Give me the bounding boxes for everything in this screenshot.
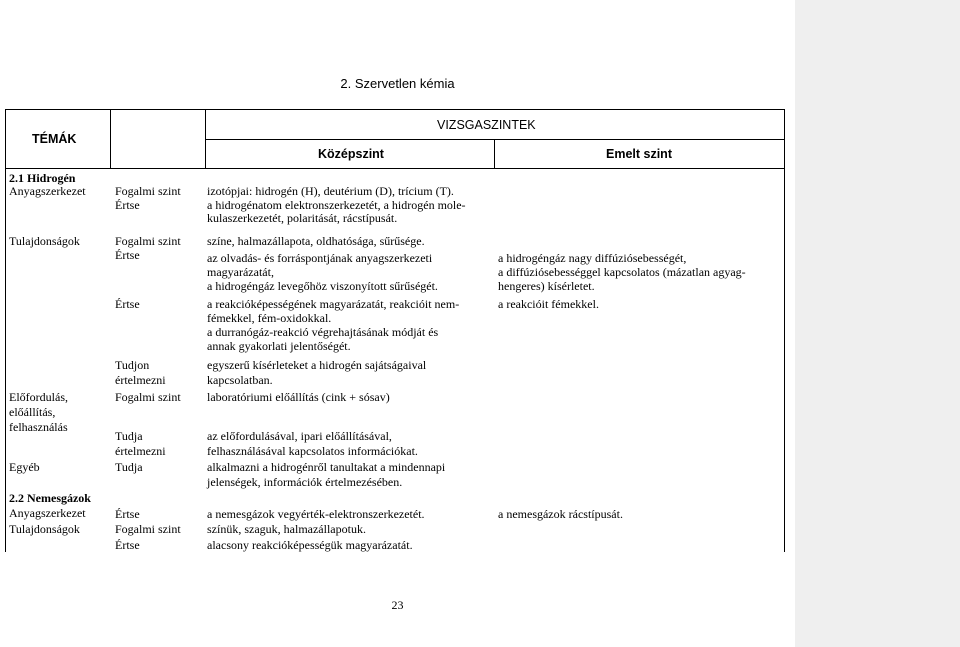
header-kozepszint: Középszint bbox=[318, 147, 384, 161]
level-label: Fogalmi szint bbox=[115, 390, 181, 404]
kozep-text: alkalmazni a hidrogénről tanultakat a mindennapi bbox=[207, 460, 446, 474]
kozep-text: kulaszerkezetét, polaritását, rácstípusát. bbox=[207, 211, 398, 225]
emelt-text: a hidrogéngáz nagy diffúziósebességét, bbox=[498, 251, 687, 265]
level-label: Fogalmi szint bbox=[115, 522, 181, 536]
emelt-text: a diffúziósebességgel kapcsolatos (mázatlan agyag- bbox=[498, 265, 746, 279]
page-number: 23 bbox=[391, 598, 404, 612]
kozep-text: kapcsolatban. bbox=[207, 373, 273, 387]
topic-label: Anyagszerkezet bbox=[9, 184, 86, 198]
kozep-text: laboratóriumi előállítás (cink + sósav) bbox=[207, 390, 390, 404]
kozep-text: a reakcióképességének magyarázatát, reakcióit nem- bbox=[207, 297, 460, 311]
level-label: értelmezni bbox=[115, 444, 166, 458]
level-label: Fogalmi szint bbox=[115, 184, 181, 198]
level-label: értelmezni bbox=[115, 373, 166, 387]
level-label: Tudja bbox=[115, 460, 143, 474]
comment-margin bbox=[795, 0, 960, 647]
kozep-text: színük, szaguk, halmazállapotuk. bbox=[207, 522, 366, 536]
kozep-text: színe, halmazállapota, oldhatósága, sűrűsége. bbox=[207, 234, 425, 248]
header-vizsgaszintek: VIZSGASZINTEK bbox=[437, 118, 536, 132]
topic-label: Tulajdonságok bbox=[9, 522, 80, 536]
emelt-text: hengeres) kísérletet. bbox=[498, 279, 595, 293]
level-label: Értse bbox=[115, 198, 140, 212]
kozep-text: az olvadás- és forráspontjának anyagszerkezeti bbox=[207, 251, 433, 265]
kozep-emelt-divider bbox=[494, 139, 495, 169]
emelt-text: a nemesgázok rácstípusát. bbox=[498, 507, 623, 521]
temak-divider bbox=[110, 109, 111, 169]
section-title: 2.1 Hidrogén bbox=[9, 171, 76, 185]
level-label: Tudjon bbox=[115, 358, 150, 372]
level-label: Értse bbox=[115, 538, 140, 552]
level-label: Tudja bbox=[115, 429, 143, 443]
kozep-text: a hidrogénatom elektronszerkezetét, a hidrogén mole- bbox=[207, 198, 466, 212]
temak-right-divider bbox=[205, 109, 206, 169]
kozep-text: a hidrogéngáz levegőhöz viszonyított sűrűségét. bbox=[207, 279, 438, 293]
level-label: Értse bbox=[115, 248, 140, 262]
kozep-text: az előfordulásával, ipari előállításával, bbox=[207, 429, 392, 443]
kozep-text: jelenségek, információk értelmezésében. bbox=[207, 475, 403, 489]
header-temak: TÉMÁK bbox=[32, 132, 77, 146]
topic-label: Előfordulás, bbox=[9, 390, 68, 404]
topic-label: előállítás, bbox=[9, 405, 56, 419]
header-emelt-szint: Emelt szint bbox=[606, 147, 672, 161]
topic-label: Egyéb bbox=[9, 460, 40, 474]
topic-label: Anyagszerkezet bbox=[9, 506, 86, 520]
kozep-text: annak gyakorlati jelentőségét. bbox=[207, 339, 351, 353]
level-label: Fogalmi szint bbox=[115, 234, 181, 248]
section-title: 2.2 Nemesgázok bbox=[9, 491, 91, 505]
table-left-border bbox=[5, 109, 6, 552]
chapter-title: 2. Szervetlen kémia bbox=[340, 76, 455, 91]
kozep-text: a durranógáz-reakció végrehajtásának módját és bbox=[207, 325, 439, 339]
kozep-text: egyszerű kísérleteket a hidrogén sajátságaival bbox=[207, 358, 427, 372]
vizsgaszintek-divider bbox=[205, 139, 785, 140]
kozep-text: felhasználásával kapcsolatos információkat. bbox=[207, 444, 418, 458]
level-label: Értse bbox=[115, 507, 140, 521]
topic-label: felhasználás bbox=[9, 420, 68, 434]
emelt-text: a reakcióit fémekkel. bbox=[498, 297, 599, 311]
kozep-text: fémekkel, fém-oxidokkal. bbox=[207, 311, 332, 325]
topic-label: Tulajdonságok bbox=[9, 234, 80, 248]
header-bottom-border bbox=[5, 168, 785, 169]
kozep-text: magyarázatát, bbox=[207, 265, 274, 279]
kozep-text: izotópjai: hidrogén (H), deutérium (D), trícium (T). bbox=[207, 184, 454, 198]
kozep-text: a nemesgázok vegyérték-elektronszerkezetét. bbox=[207, 507, 425, 521]
level-label: Értse bbox=[115, 297, 140, 311]
kozep-text: alacsony reakcióképességük magyarázatát. bbox=[207, 538, 413, 552]
table-top-border bbox=[5, 109, 785, 110]
table-right-border bbox=[784, 109, 785, 552]
